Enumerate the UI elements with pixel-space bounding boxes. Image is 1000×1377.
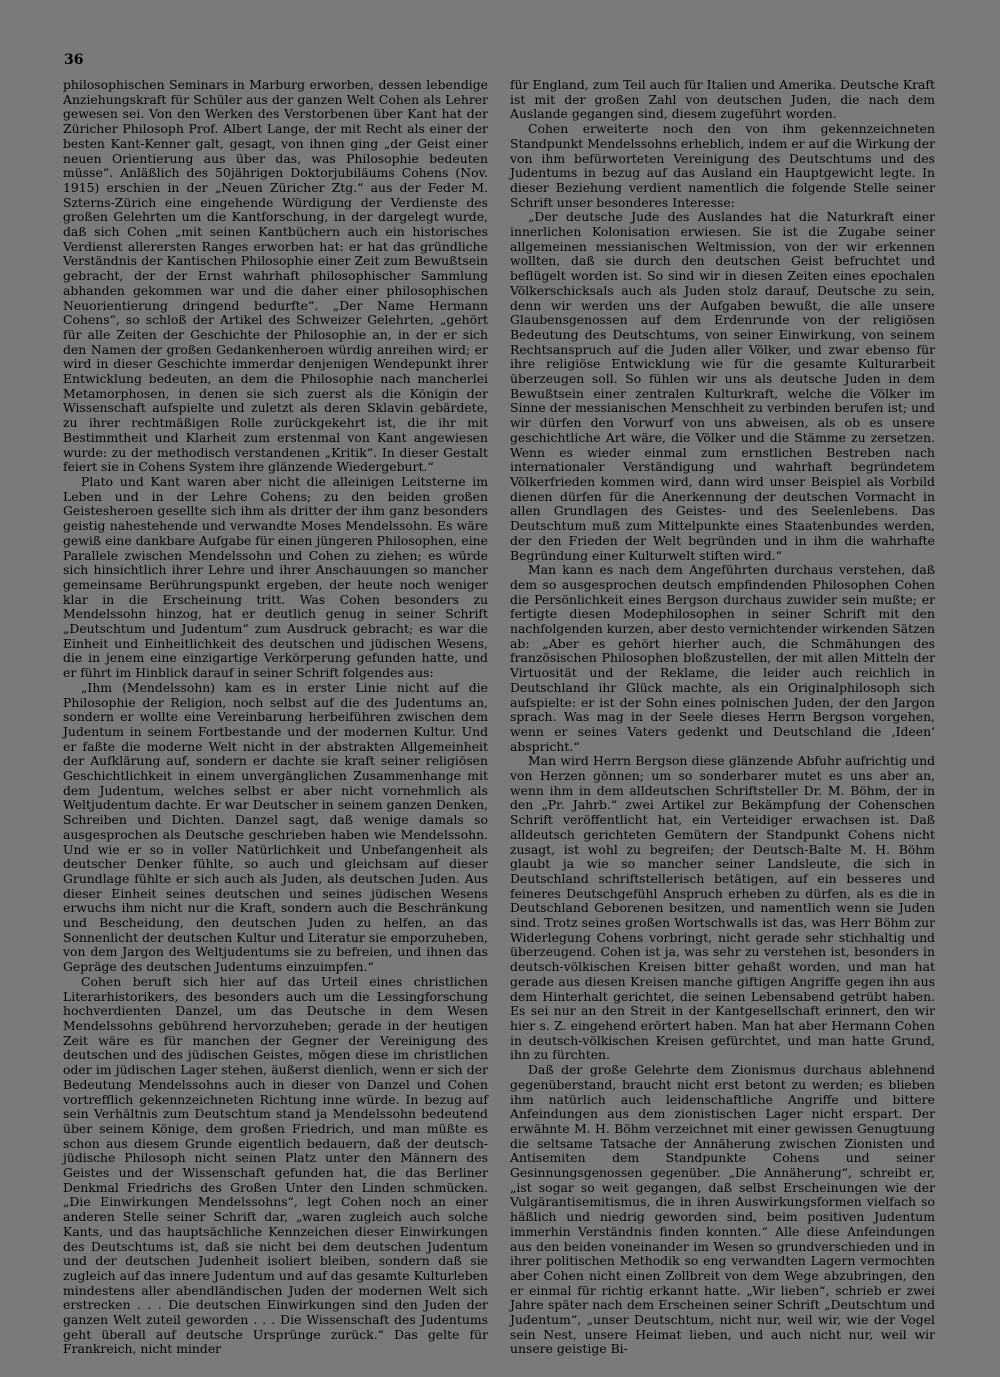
quote-paragraph: „Ihm (Mendelssohn) kam es in erster Linie nicht auf die Philosophie der Religion, noch selbst auf die des Judentums an, sondern er wollte eine Vereinbarung herbeiführen zwischen dem Judentum in seinem Fortbestande und der modernen Kultur. Und er faßte die moderne Welt nicht in der abstrakten Allgemeinheit der Aufklärung auf, sondern er dachte sie kraft seiner religiösen Geschichtlichkeit in einem unvergänglichen Zusammenhange mit dem Judentum, welches selbst er aber nicht vornehmlich als Weltjudentum dachte. Er war Deutscher in seinem ganzen Denken, Schreiben und Dichten. Danzel sagt, daß wenige damals so ausgesprochen als Deutsche geschrieben haben wie Mendelssohn. Und wie er so in voller Natürlichkeit und Unbefangenheit als deutscher Denker fühlte, so auch und gleichsam auf dieser Grundlage fühlte er sich auch als Juden, als deutschen Juden. Aus dieser Einheit seines deutschen und seines jüdischen Wesens erwuchs ihm nicht nur die Kraft, sondern auch die Beschränkung und Bescheidung, den deutschen Juden zu helfen, an das Sonnenlicht der deutschen Kultur und Literatur sie emporzuheben, von dem Jargon des Weltjudentums sie zu befreien, und ihnen das Gepräge des deutschen Judentums einzuimpfen.“ (63, 679, 488, 975)
paragraph: Plato und Kant waren aber nicht die alleinigen Leitsterne im Leben und in der Lehre Cohens; zu den beiden großen Geistesheroen gesellte sich ihm als dritter der ihm ganz besonders geistig nahestehende und verwandte Moses Mendelssohn. Es wäre gewiß eine dankbare Aufgabe für einen jüngeren Philosophen, eine Parallele zwischen Mendelssohn und Cohen zu ziehen; es würde sich hinsichtlich ihrer Lehre und ihrer Anschauungen so mancher gemeinsame Berührungspunkt ergeben, der heute noch weniger klar in die Erscheinung tritt. Was Cohen besonders zu Mendelssohn hinzog, hat er deutlich genug in seiner Schrift „Deutschtum und Judentum“ zum Ausdruck gebracht; es war die Einheit und Einheitlichkeit des deutschen und jüdischen Wesens, die in jenem eine einzigartige Verkörperung gefunden hatte, und er führt im Hinblick darauf in seiner Schrift folgendes aus: (63, 473, 488, 681)
paragraph: Cohen erweiterte noch den von ihm gekennzeichneten Standpunkt Mendelssohns erheblich, indem er auf die Wirkung der von ihm befürworteten Vereinigung des Deutschtums und des Judentums in bezug auf das Ausland ein Hauptgewicht legte. In dieser Beziehung verdient namentlich die folgende Stelle seiner Schrift unser besonderes Interesse: (510, 121, 935, 210)
paragraph: Daß der große Gelehrte dem Zionismus durchaus ablehnend gegenüberstand, braucht nicht erst betont zu werden; es blieben ihm natürlich auch leidenschaftliche Angriffe und bittere Anfeindungen aus dem zionistischen Lager nicht erspart. Der erwähnte M. H. Böhm verzeichnet mit einer gewissen Genugtuung die seltsame Tatsache der Annäherung zwischen Zionisten und Antisemiten dem Standpunkte Cohens und seiner Gesinnungsgenossen gegenüber. „Die Annäherung“, schreibt er, „ist sogar so weit gegangen, daß selbst Erscheinungen wie der Vulgärantisemitismus, die in ihren Auswirkungsformen vielfach so häßlich und niedrig geworden sind, beim positiven Judentum immerhin Verständnis finden konnten.“ Alle diese Anfeindungen aus den beiden voneinander im Wesen so grundverschieden und in ihrer politischen Methodik so eng verwandten Lagern vermochten aber Cohen nicht einen Zollbreit von dem Wege abzubringen, den er einmal für richtig erkannt hatte. „Wir lieben“, schrieb er zwei Jahre später nach dem Erscheinen seiner Schrift „Deutschtum und Judentum“, „unser Deutschtum, nicht nur, weil wir, wie der Vogel sein Nest, unsere Heimat lieben, und auch nicht nur, weil wir unsere geistige Bi- (510, 1062, 935, 1357)
paragraph: für England, zum Teil auch für Italien und Amerika. Deutsche Kraft ist mit der großen Zahl von deutschen Juden, die nach dem Auslande gegangen sind, diesem zugeführt worden. (510, 77, 935, 122)
page-number: 36 (64, 52, 84, 68)
left-column (63, 78, 488, 1357)
right-column (510, 78, 935, 1357)
paragraph: Man kann es nach dem Angeführten durchaus verstehen, daß dem so ausgesprochen deutsch empfindenden Philosophen Cohen die Persönlichkeit eines Bergson durchaus zuwider sein mußte; er fertigte diesen Modephilosophen in seiner Schrift mit den nachfolgenden kurzen, aber desto vernichtender wirkenden Sätzen ab: „Aber es gehört hierher auch, die Schmähungen des französischen Philosophen bloßzustellen, der mit allen Mitteln der Virtuosität und der Reklame, die leider auch reichlich in Deutschland ihr Glück machte, als ein Originalphilosoph sich aufspielte: er ist der Sohn eines polnischen Juden, der den Jargon sprach. Was mag in der Seele dieses Herrn Bergson vorgehen, wenn er seines Vaters gedenkt und Deutschland die ‚Ideen‘ abspricht.“ (510, 562, 935, 754)
paragraph: philosophischen Seminars in Marburg erworben, dessen lebendige Anziehungskraft für Schüler aus der ganzen Welt Cohen als Lehrer gewesen sei. Von den Werken des Verstorbenen über Kant hat der Züricher Philosoph Prof. Albert Lange, der mit Recht als einer der besten Kant-Kenner galt, gesagt, von ihnen ging „der Geist einer neuen Orientierung aus über das, was Philosophie bedeuten müsse“. Anläßlich des 50jährigen Doktorjubiläums Cohens (Nov. 1915) erschien in der „Neuen Züricher Ztg.“ aus der Feder M. Szterns-Zürich eine eingehende Würdigung der Verdienste des großen Gelehrten um die Kantforschung, in der dargelegt wurde, daß sich Cohen „mit seinen Kantbüchern auch ein historisches Verdienst allerersten Ranges erworben hat: er hat das gründliche Verständnis der Kantischen Philosophie einer Zeit zum Bewußtsein gebracht, der der Ernst wahrhaft philosophischer Sammlung abhanden gekommen war und die daher einer philosophischen Neuorientierung dringend bedurfte“. „Der Name Hermann Cohens“, so schloß der Artikel des Schweizer Gelehrten, „gehört für alle Zeiten der Geschichte der Philosophie an, in der er sich den Namen der großen Gedankenheroen würdig anreihen wird; er wird in dieser Geschichte immerdar denjenigen Wendepunkt ihrer Entwicklung bedeuten, an dem die Philosophie nach mancherlei Metamorphosen, in denen sie sich zuerst als die Königin der Wissenschaft aufspielte und zuletzt als deren Sklavin gebärdete, zu ihrer rechtmäßigen Rolle zurückgekehrt ist, die ihr mit Bestimmtheit und Klarheit zum erstenmal von Kant angewiesen wurde: zu der methodisch verstandenen „Kritik“. In dieser Gestalt feiert sie in Cohens System ihre glänzende Wiedergeburt.“ (63, 77, 488, 475)
quote-paragraph: „Der deutsche Jude des Auslandes hat die Naturkraft einer innerlichen Kolonisation erwiesen. Sie ist die Zugabe seiner allgemeinen messianischen Weltmission, von der wir erkennen wollten, daß sie durch den deutschen Geist befruchtet und beflügelt worden ist. So sind wir in diesen Zeiten eines epochalen Völkerschicksals auch als Juden stolz darauf, Deutsche zu sein, denn wir werden uns der Aufgaben bewußt, die alle unsere Glaubensgenossen auf dem Erdenrunde von der religiösen Bedeutung des Deutschtums, von seiner Einwirkung, von seinem Rechtsanspruch auf die Juden aller Völker, und zwar ebenso für ihre religiöse Entwicklung wie für die gesamte Kulturarbeit überzeugen soll. So fühlen wir uns als deutsche Juden in dem Bewußtsein einer zentralen Kulturkraft, welche die Völker im Sinne der messianischen Menschheit zu verbinden berufen ist; und wir dürfen den Vorwurf von uns abweisen, als ob es unsere geschichtliche Art wäre, die Völker und die Stämme zu zersetzen. Wenn es wieder einmal zum ernstlichen Bestreben nach internationaler Verständigung und wahrhaft begründetem Völkerfrieden kommen wird, dann wird unser Beispiel als Vorbild dienen dürfen für die Anerkennung der deutschen Vormacht in allen Grundlagen des Geistes- und des Seelenlebens. Das Deutschtum muß zum Mittelpunkte eines Staatenbundes werden, der den Frieden der Welt begründen und in ihm die wahrhafte Begründung einer Kulturwelt stiften wird.“ (510, 209, 935, 563)
paragraph: Cohen beruft sich hier auf das Urteil eines christlichen Literarhistorikers, des besonders auch um die Lessingforschung hochverdienten Danzel, um das Deutsche in dem Wesen Mendelssohns gebührend hervorzuheben; gerade in der heutigen Zeit wäre es für manchen der Gegner der Vereinigung des deutschen und des jüdischen Geistes, mögen diese im christlichen oder im jüdischen Lager stehen, äußerst dienlich, wenn er sich der Bedeutung Mendelssohns auch in dieser von Danzel und Cohen vortrefflich gekennzeichneten Richtung inne würde. In bezug auf sein Verhältnis zum Deutschtum stand ja Mendelssohn bedeutend über seinem Könige, dem großen Friedrich, und man müßte es schon aus diesem Grunde eigentlich bedauern, daß der deutsch-jüdische Philosoph nicht seinen Platz unter den Männern des Geistes und der Wissenschaft gefunden hat, die das Berliner Denkmal Friedrichs des Großen Unter den Linden schmücken. „Die Einwirkungen Mendelssohns“, legt Cohen noch an einer anderen Stelle seiner Schrift dar, „waren zugleich auch solche Kants, und das hauptsächliche Kennzeichen dieser Einwirkungen des Deutschtums ist, daß sie nicht bei dem deutschen Judentum und der deutschen Judenheit isoliert bleiben, sondern daß sie zugleich auf das innere Judentum und auf das gesamte Kulturleben mindestens aller abendländischen Juden der modernen Welt sich erstrecken . . . Die deutschen Einwirkungen sind den Juden der ganzen Welt zuteil geworden . . . Die Wissenschaft des Judentums geht überall auf deutsche Ursprünge zurück.“ Das gelte für Frankreich, nicht minder (63, 973, 488, 1357)
paragraph: Man wird Herrn Bergson diese glänzende Abfuhr aufrichtig und von Herzen gönnen; um so sonderbarer mutet es uns aber an, wenn ihm in dem alldeutschen Schriftsteller Dr. M. Böhm, der in den „Pr. Jahrb.“ zwei Artikel zur Bekämpfung der Cohenschen Schrift veröffentlicht hat, ein Verteidiger erwachsen ist. Daß alldeutsch gerichteten Gemütern der Standpunkt Cohens nicht zusagt, ist wohl zu begreifen; der Deutsch-Balte M. H. Böhm glaubt ja wie so mancher seiner Landsleute, die sich in Deutschland schriftstellerisch betätigen, auf ein besseres und feineres Deutschgefühl Anspruch erheben zu dürfen, als es die in Deutschland Geborenen besitzen, und namentlich wenn sie Juden sind. Trotz seines großen Wortschwalls ist das, was Herr Böhm zur Widerlegung Cohens vorbringt, nicht gerade sehr stichhaltig und überzeugend. Cohen ist ja, was sehr zu verstehen ist, besonders in deutsch-völkischen Kreisen bitter gehaßt worden, und man hat gerade aus diesen Kreisen manche giftigen Angriffe gegen ihn aus dem Hinterhalt gerichtet, die seinen Lebensabend getrübt haben. Es sei nur an den Streit in der Kantgesellschaft erinnert, den wir hier s. Z. eingehend erörtert haben. Man hat aber Hermann Cohen in deutsch-völkischen Kreisen gefürchtet, und man hatte Grund, ihn zu fürchten. (510, 753, 935, 1063)
